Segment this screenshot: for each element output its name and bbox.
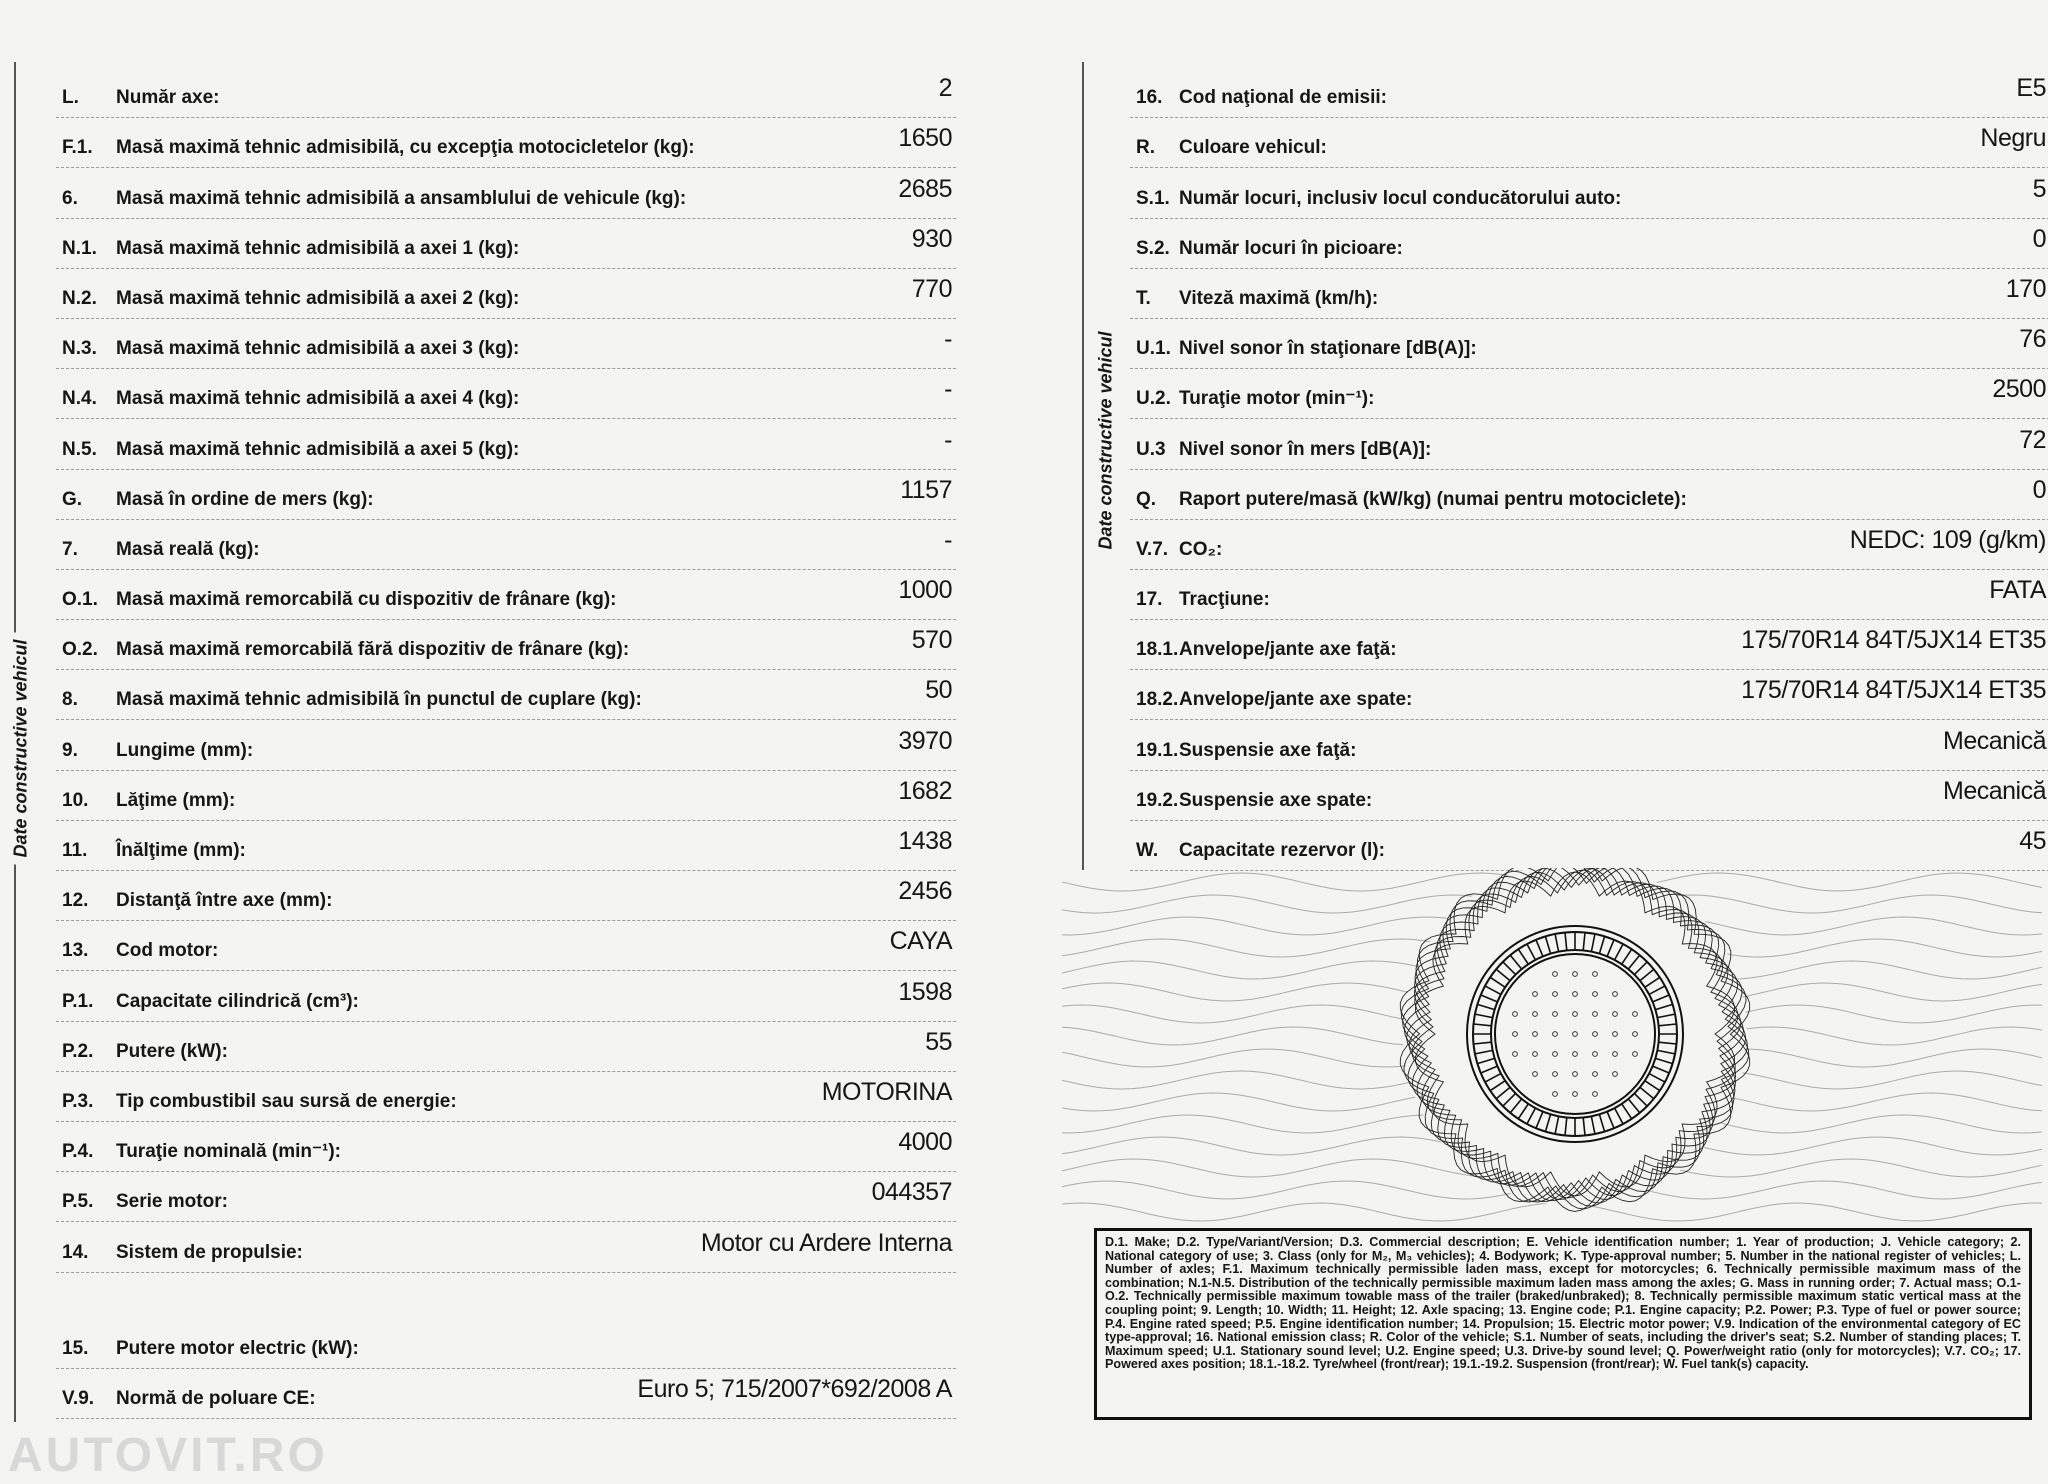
field-label: Cod motor:	[116, 940, 219, 962]
field-code: Q.	[1136, 488, 1157, 510]
field-row	[56, 1222, 956, 1272]
field-value: 1598	[898, 977, 952, 1006]
guilloche-rosette	[1062, 868, 2048, 1224]
right-page	[1024, 0, 2048, 1484]
field-row	[56, 168, 956, 218]
field-row	[1130, 269, 2048, 319]
field-label: Masă maximă tehnic admisibilă a axei 3 (kg):	[116, 338, 520, 360]
field-label: Turaţie motor (min⁻¹):	[1179, 388, 1375, 410]
right-margin-line	[1082, 62, 1084, 870]
field-code: L.	[62, 87, 79, 109]
field-label: Masă maximă tehnic admisibilă, cu excepţia motocicletelor (kg):	[116, 137, 695, 159]
field-row	[56, 771, 956, 821]
field-row	[56, 871, 956, 921]
field-label: Masă maximă tehnic admisibilă a axei 1 (kg):	[116, 237, 520, 259]
field-code: P.4.	[62, 1141, 94, 1163]
field-label: Nivel sonor în mers [dB(A)]:	[1179, 438, 1432, 460]
field-value: Euro 5; 715/2007*692/2008 A	[637, 1374, 952, 1403]
field-code: 7.	[62, 538, 78, 560]
field-row	[56, 419, 956, 469]
field-code: 19.2.	[1136, 789, 1179, 811]
field-row	[1130, 670, 2048, 720]
field-label: Putere (kW):	[116, 1040, 228, 1062]
field-code: 16.	[1136, 87, 1163, 109]
field-value: 044357	[871, 1178, 952, 1207]
field-value: 2	[938, 74, 952, 103]
field-code: 18.1.	[1136, 639, 1179, 661]
field-value: 570	[911, 626, 952, 655]
field-label: Masă maximă remorcabilă fără dispozitiv de frânare (kg):	[116, 639, 630, 661]
field-code: P.2.	[62, 1040, 94, 1062]
field-row	[56, 118, 956, 168]
field-label: CO₂:	[1179, 538, 1223, 560]
field-row	[1130, 219, 2048, 269]
field-row	[56, 68, 956, 118]
field-code: N.3.	[62, 338, 97, 360]
field-value: E5	[2016, 74, 2046, 103]
field-label: Tracţiune:	[1179, 589, 1270, 611]
field-code: N.1.	[62, 237, 97, 259]
field-code: P.5.	[62, 1191, 94, 1213]
left-data-rows	[56, 68, 956, 1419]
field-code: 13.	[62, 940, 89, 962]
field-code: U.1.	[1136, 338, 1171, 360]
field-row	[56, 269, 956, 319]
field-row	[56, 1022, 956, 1072]
field-row	[1130, 118, 2048, 168]
field-code: N.4.	[62, 388, 97, 410]
field-label: Normă de poluare CE:	[116, 1387, 316, 1409]
field-row	[1130, 520, 2048, 570]
field-row	[1130, 168, 2048, 218]
field-row	[1130, 68, 2048, 118]
field-code: N.5.	[62, 438, 97, 460]
field-label: Masă reală (kg):	[116, 538, 260, 560]
field-value: -	[944, 325, 952, 354]
field-code: 15.	[62, 1337, 89, 1359]
field-value: 45	[2019, 827, 2046, 855]
field-value: -	[944, 425, 952, 454]
field-label: Capacitate rezervor (l):	[1179, 840, 1385, 861]
field-label: Masă maximă remorcabilă cu dispozitiv de frânare (kg):	[116, 589, 617, 611]
field-row	[56, 470, 956, 520]
field-row	[56, 921, 956, 971]
wave-line	[1062, 1203, 2042, 1221]
field-code: V.9.	[62, 1387, 95, 1409]
field-value: 930	[911, 224, 952, 253]
field-value: 770	[911, 274, 952, 303]
field-code: 11.	[62, 840, 88, 861]
field-value: 5	[2032, 174, 2046, 203]
field-label: Masă maximă tehnic admisibilă în punctul de cuplare (kg):	[116, 689, 642, 711]
field-label: Masă în ordine de mers (kg):	[116, 488, 374, 510]
field-label: Suspensie axe spate:	[1179, 789, 1373, 811]
field-code: 9.	[62, 739, 78, 761]
field-code: 14.	[62, 1241, 89, 1263]
field-code: S.1.	[1136, 187, 1170, 209]
field-row	[56, 1369, 956, 1419]
field-value: -	[944, 525, 952, 554]
field-value: Mecanică	[1943, 726, 2046, 755]
field-row	[1130, 470, 2048, 520]
field-value: Negru	[1980, 124, 2046, 153]
field-value: 55	[925, 1027, 952, 1056]
field-value: MOTORINA	[821, 1077, 952, 1106]
field-label: Lăţime (mm):	[116, 789, 236, 811]
field-value: 1157	[900, 475, 952, 504]
field-value: 0	[2032, 475, 2046, 504]
field-code: 18.2.	[1136, 689, 1179, 711]
field-value: 72	[2019, 425, 2046, 454]
field-label: Cod naţional de emisii:	[1179, 87, 1387, 109]
field-value: CAYA	[889, 927, 952, 956]
field-label: Raport putere/masă (kW/kg) (numai pentru motociclete):	[1179, 488, 1687, 510]
field-value: 0	[2032, 224, 2046, 253]
field-code: O.2.	[62, 639, 98, 661]
field-label: Masă maximă tehnic admisibilă a ansamblului de vehicule (kg):	[116, 187, 687, 209]
field-code: 10.	[62, 789, 89, 811]
field-row	[1130, 419, 2048, 469]
field-value: 50	[925, 676, 952, 705]
field-code: N.2.	[62, 287, 97, 309]
right-data-rows	[1130, 68, 2048, 871]
field-value: 2685	[898, 174, 952, 203]
field-code: U.2.	[1136, 388, 1171, 410]
field-label: Tip combustibil sau sursă de energie:	[116, 1090, 457, 1112]
field-label: Înălţime (mm):	[116, 840, 246, 861]
field-row	[1130, 720, 2048, 770]
field-value: NEDC: 109 (g/km)	[1849, 525, 2046, 554]
field-value: 175/70R14 84T/5JX14 ET35	[1741, 676, 2046, 705]
field-row	[1130, 319, 2048, 369]
field-row	[56, 720, 956, 770]
field-label: Număr locuri, inclusiv locul conducătorului auto:	[1179, 187, 1622, 209]
field-code: S.2.	[1136, 237, 1170, 259]
field-value: 2456	[898, 877, 952, 906]
watermark: AUTOVIT.RO	[8, 1429, 328, 1482]
field-label: Putere motor electric (kW):	[116, 1337, 359, 1359]
field-row	[56, 369, 956, 419]
field-label: Număr axe:	[116, 87, 220, 109]
field-label: Lungime (mm):	[116, 739, 254, 761]
field-label: Număr locuri în picioare:	[1179, 237, 1403, 259]
field-label: Anvelope/jante axe faţă:	[1179, 639, 1397, 661]
field-code: R.	[1136, 137, 1155, 159]
field-code: V.7.	[1136, 538, 1169, 560]
field-label: Viteză maximă (km/h):	[1179, 287, 1379, 309]
field-row	[56, 821, 956, 871]
field-value: -	[944, 375, 952, 404]
side-label-right: Date constructive vehicul	[1096, 325, 1117, 557]
field-value: Mecanică	[1943, 776, 2046, 805]
field-label: Anvelope/jante axe spate:	[1179, 689, 1413, 711]
field-label: Distanţă între axe (mm):	[116, 890, 333, 912]
field-code: P.1.	[62, 990, 94, 1012]
field-value: 4000	[898, 1128, 952, 1157]
side-label-left: Date constructive vehicul	[11, 633, 32, 865]
field-row	[56, 1172, 956, 1222]
field-value: 1650	[898, 124, 952, 153]
field-row	[56, 520, 956, 570]
field-code: 12.	[62, 890, 89, 912]
field-code: 17.	[1136, 589, 1163, 611]
field-row	[1130, 771, 2048, 821]
field-value: 1682	[898, 776, 952, 805]
field-code: U.3	[1136, 438, 1166, 460]
field-label: Masă maximă tehnic admisibilă a axei 4 (kg):	[116, 388, 520, 410]
field-row	[1130, 821, 2048, 871]
field-label: Serie motor:	[116, 1191, 228, 1213]
field-label: Suspensie axe faţă:	[1179, 739, 1357, 761]
field-code: O.1.	[62, 589, 98, 611]
field-value: 76	[2019, 325, 2046, 354]
field-code: P.3.	[62, 1090, 94, 1112]
field-label: Culoare vehicul:	[1179, 137, 1327, 159]
field-label: Sistem de propulsie:	[116, 1241, 303, 1263]
field-row	[1130, 620, 2048, 670]
field-row	[56, 620, 956, 670]
field-row	[56, 971, 956, 1021]
legend-box: D.1. Make; D.2. Type/Variant/Version; D.3. Commercial description; E. Vehicle identification number; 1. Year of production; J. Vehicle category; 2. National category of use; 3. Class (only for M₂, M₃ vehicles); 4. Bodywork; K. Type-approval number; 5. Number in the national register of vehicles; L. Number of axles; F.1. Maximum technically permissible laden mass, except for motorcycles; 6. Technically permissible maximum mass of the combination; N.1-N.5. Distribution of the technically permissible maximum laden mass among the axles; G. Mass in running order; 7. Actual mass; O.1-O.2. Technically permissible maximum towable mass of the trailer (braked/unbraked); 8. Technically permissible maximum static vertical mass at the coupling point; 9. Length; 10. Width; 11. Height; 12. Axle spacing; 13. Engine code; P.1. Engine capacity; P.2. Power; P.3. Type of fuel or power source; P.4. Engine rated speed; P.5. Engine identification number; 14. Propulsion; 15. Electric motor power; V.9. Indication of the environmental category of EC type-approval; 16. National emission class; R. Color of the vehicle; S.1. Number of seats, including the driver's seat; S.2. Number of standing places; T. Maximum speed; U.1. Stationary sound level; U.2. Engine speed; U.3. Drive-by sound level; Q. Power/weight ratio (only for motorcycles); V.7. CO₂; 17. Powered axes position; 18.1.-18.2. Tyre/wheel (front/rear); 19.1.-19.2. Suspension (front/rear); W. Fuel tank(s) capacity.	[1094, 1228, 2032, 1420]
field-row	[56, 319, 956, 369]
field-code: W.	[1136, 840, 1159, 861]
field-row	[1130, 369, 2048, 419]
field-label: Capacitate cilindrică (cm³):	[116, 990, 359, 1012]
field-code: F.1.	[62, 137, 93, 159]
field-code: T.	[1136, 287, 1151, 309]
field-value: 1438	[898, 827, 952, 855]
field-code: 8.	[62, 689, 78, 711]
field-label: Masă maximă tehnic admisibilă a axei 5 (kg):	[116, 438, 520, 460]
field-row	[56, 570, 956, 620]
field-label: Masă maximă tehnic admisibilă a axei 2 (kg):	[116, 287, 520, 309]
field-value: 2500	[1992, 375, 2046, 404]
field-row	[56, 219, 956, 269]
field-code: 6.	[62, 187, 78, 209]
field-code: 19.1.	[1136, 739, 1179, 761]
field-value: Motor cu Ardere Interna	[700, 1228, 952, 1257]
field-label: Turaţie nominală (min⁻¹):	[116, 1141, 342, 1163]
field-code: G.	[62, 488, 83, 510]
field-value: 3970	[898, 726, 952, 755]
field-value: 1000	[898, 576, 952, 605]
field-value: FATA	[1989, 576, 2046, 605]
field-row	[1130, 570, 2048, 620]
field-row	[56, 1072, 956, 1122]
field-value: 170	[2005, 274, 2046, 303]
field-row	[56, 1273, 956, 1369]
field-value: 175/70R14 84T/5JX14 ET35	[1741, 626, 2046, 655]
field-row	[56, 1122, 956, 1172]
field-row	[56, 670, 956, 720]
field-label: Nivel sonor în staţionare [dB(A)]:	[1179, 338, 1477, 360]
